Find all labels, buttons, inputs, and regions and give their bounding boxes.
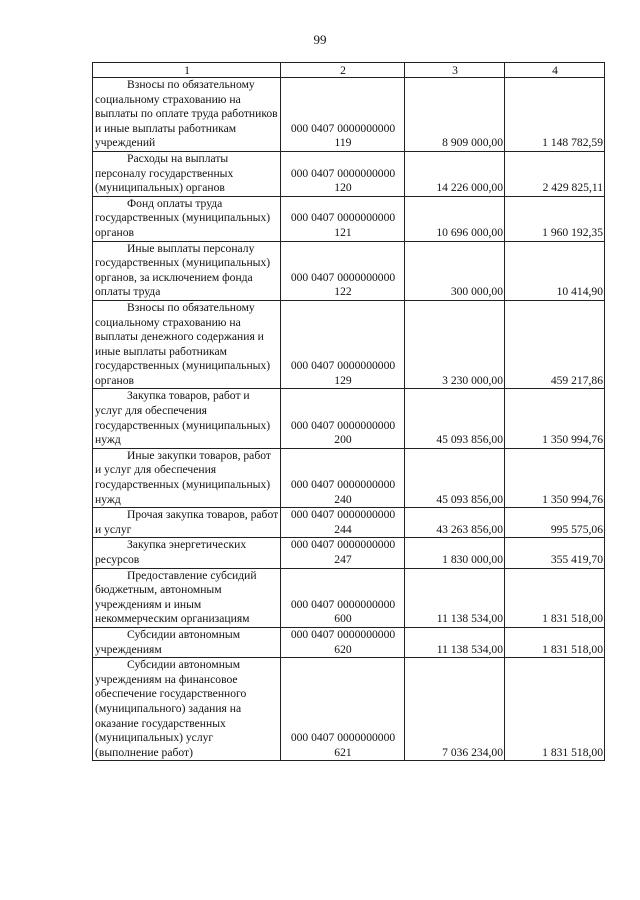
- table-row: [93, 196, 605, 241]
- expense-name: Взносы по обязательному социальному страхованию на выплаты денежного содержания и иные выплаты работникам государственных (муниципальных) органов: [95, 300, 271, 387]
- expense-name-cell: [93, 627, 281, 657]
- code-prefix: 000 0407 0000000000: [290, 597, 396, 611]
- code-prefix: 000 0407 0000000000: [290, 418, 396, 432]
- planned-amount: 300 000,00: [405, 241, 505, 300]
- expense-name: Субсидии автономным учреждениям: [95, 627, 241, 656]
- classification-code-cell: [281, 627, 405, 657]
- expense-type-code: 244: [334, 522, 352, 536]
- expense-name-cell: [93, 538, 281, 568]
- planned-amount: 45 093 856,00: [405, 448, 505, 507]
- table-header-row: [93, 63, 605, 78]
- expense-name: Прочая закупка товаров, работ и услуг: [95, 508, 279, 536]
- classification-code-cell: [281, 389, 405, 448]
- expense-name: Закупка энергетических ресурсов: [95, 538, 247, 566]
- classification-code-cell: [281, 568, 405, 627]
- table-row: [93, 300, 605, 389]
- expense-type-code: 600: [334, 612, 352, 626]
- expense-type-code: 200: [334, 433, 352, 447]
- planned-amount: 8 909 000,00: [405, 78, 505, 152]
- classification-code-cell: [281, 508, 405, 538]
- code-prefix: 000 0407 0000000000: [290, 731, 396, 745]
- expense-type-code: 122: [334, 285, 352, 299]
- executed-amount: 1 350 994,76: [505, 448, 605, 507]
- table-row: [93, 658, 605, 761]
- planned-amount: 45 093 856,00: [405, 389, 505, 448]
- planned-amount: 14 226 000,00: [405, 151, 505, 196]
- expense-type-code: 129: [334, 373, 352, 387]
- expense-name-cell: [93, 389, 281, 448]
- expense-name: Расходы на выплаты персоналу государственных (муниципальных) органов: [95, 151, 234, 195]
- executed-amount: 459 217,86: [505, 300, 605, 389]
- code-prefix: 000 0407 0000000000: [290, 211, 396, 225]
- expense-name-cell: [93, 78, 281, 152]
- expense-type-code: 620: [334, 642, 352, 656]
- table-row: [93, 241, 605, 300]
- expense-name: Иные выплаты персоналу государственных (муниципальных) органов, за исключением фонда оплаты труда: [95, 241, 271, 299]
- table-row: [93, 448, 605, 507]
- code-prefix: 000 0407 0000000000: [290, 359, 396, 373]
- executed-amount: 2 429 825,11: [505, 151, 605, 196]
- expense-name-cell: [93, 568, 281, 627]
- executed-amount: 995 575,06: [505, 508, 605, 538]
- classification-code-cell: [281, 538, 405, 568]
- expense-type-code: 240: [334, 492, 352, 506]
- column-header-1: 1: [93, 63, 281, 78]
- expense-name-cell: [93, 658, 281, 761]
- table-row: [93, 538, 605, 568]
- code-prefix: 000 0407 0000000000: [290, 508, 396, 522]
- table-row: [93, 389, 605, 448]
- expense-name: Фонд оплаты труда государственных (муниципальных) органов: [95, 196, 271, 239]
- classification-code-cell: [281, 151, 405, 196]
- executed-amount: 1 350 994,76: [505, 389, 605, 448]
- expense-name-cell: [93, 508, 281, 538]
- expense-type-code: 119: [334, 136, 352, 150]
- expense-name: Взносы по обязательному социальному страхованию на выплаты по оплате труда работников и иные выплаты работникам учреждений: [95, 78, 278, 150]
- executed-amount: 1 831 518,00: [505, 568, 605, 627]
- expense-type-code: 120: [334, 181, 352, 195]
- classification-code-cell: [281, 448, 405, 507]
- column-header-4: 4: [505, 63, 605, 78]
- expense-name-cell: [93, 151, 281, 196]
- code-prefix: 000 0407 0000000000: [290, 166, 396, 180]
- table-row: [93, 568, 605, 627]
- classification-code-cell: [281, 300, 405, 389]
- page-number: 99: [313, 32, 327, 47]
- planned-amount: 10 696 000,00: [405, 196, 505, 241]
- executed-amount: 1 831 518,00: [505, 627, 605, 657]
- classification-code-cell: [281, 196, 405, 241]
- table-row: [93, 78, 605, 152]
- expense-name: Иные закупки товаров, работ и услуг для обеспечения государственных (муниципальных) нужд: [95, 448, 271, 506]
- expense-name: Субсидии автономным учреждениям на финансовое обеспечение государственного (муниципального) задания на оказание государственных (муниципальных) услуг (выполнение работ): [95, 658, 247, 759]
- executed-amount: 1 148 782,59: [505, 78, 605, 152]
- column-header-3: 3: [405, 63, 505, 78]
- expense-type-code: 247: [334, 553, 352, 566]
- expense-type-code: 121: [334, 225, 352, 239]
- expense-name: Предоставление субсидий бюджетным, автономным учреждениям и иным некоммерческим организациям: [95, 568, 257, 626]
- expense-name-cell: [93, 241, 281, 300]
- code-prefix: 000 0407 0000000000: [290, 478, 396, 492]
- expense-name: Закупка товаров, работ и услуг для обеспечения государственных (муниципальных) нужд: [95, 389, 271, 447]
- table-row: [93, 151, 605, 196]
- planned-amount: 7 036 234,00: [405, 658, 505, 761]
- classification-code-cell: [281, 241, 405, 300]
- planned-amount: 43 263 856,00: [405, 508, 505, 538]
- executed-amount: 10 414,90: [505, 241, 605, 300]
- classification-code-cell: [281, 78, 405, 152]
- code-prefix: 000 0407 0000000000: [290, 270, 396, 284]
- table-row: [93, 627, 605, 657]
- expense-type-code: 621: [334, 745, 352, 759]
- code-prefix: 000 0407 0000000000: [290, 538, 396, 552]
- expense-name-cell: [93, 300, 281, 389]
- expense-name-cell: [93, 448, 281, 507]
- executed-amount: 1 960 192,35: [505, 196, 605, 241]
- executed-amount: 355 419,70: [505, 538, 605, 568]
- code-prefix: 000 0407 0000000000: [290, 121, 396, 135]
- table-row: [93, 508, 605, 538]
- code-prefix: 000 0407 0000000000: [290, 627, 396, 641]
- expense-name-cell: [93, 196, 281, 241]
- budget-table: [92, 62, 605, 761]
- executed-amount: 1 831 518,00: [505, 658, 605, 761]
- classification-code-cell: [281, 658, 405, 761]
- planned-amount: 11 138 534,00: [405, 627, 505, 657]
- planned-amount: 1 830 000,00: [405, 538, 505, 568]
- planned-amount: 11 138 534,00: [405, 568, 505, 627]
- planned-amount: 3 230 000,00: [405, 300, 505, 389]
- column-header-2: 2: [281, 63, 405, 78]
